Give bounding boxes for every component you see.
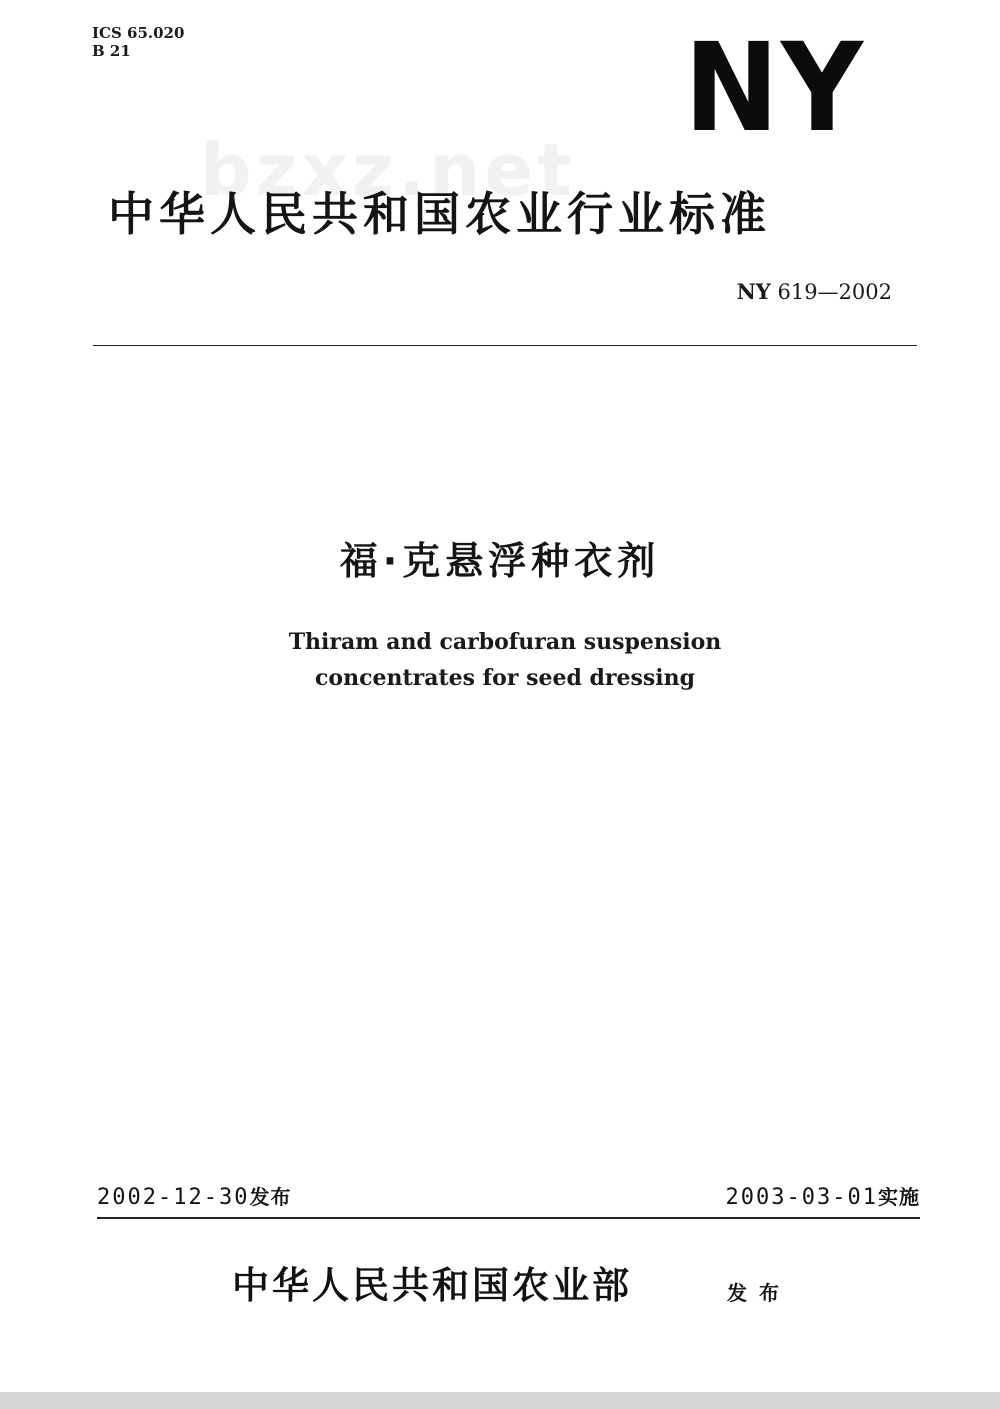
issue-date-value: 2002-12-30 xyxy=(97,1185,250,1210)
english-title-line-1: Thiram and carbofuran suspension xyxy=(288,629,722,655)
standard-prefix: NY xyxy=(736,279,771,304)
publisher-action: 发布 xyxy=(727,1281,791,1305)
issue-date xyxy=(97,1182,291,1213)
watermark: bzxz.net xyxy=(200,128,576,212)
standard-number-value: 619—2002 xyxy=(777,280,892,304)
implementation-date-value: 2003-03-01 xyxy=(725,1185,878,1210)
chinese-title: 福·克悬浮种衣剂 xyxy=(339,539,661,583)
english-title-line-2: concentrates for seed dressing xyxy=(315,665,695,691)
implementation-date xyxy=(726,1182,920,1213)
ny-logo: NY xyxy=(684,17,865,159)
bottom-divider xyxy=(97,1217,920,1219)
issue-date-label: 发布 xyxy=(249,1185,292,1209)
ics-code: ICS 65.020 xyxy=(92,24,185,42)
standard-number xyxy=(737,279,892,305)
viewer-bottom-band xyxy=(0,1392,1000,1409)
ccs-code: B 21 xyxy=(92,42,131,60)
standard-category-title: 中华人民共和国农业行业标准 xyxy=(108,187,771,241)
implementation-date-label: 实施 xyxy=(878,1185,920,1209)
publisher-name: 中华人民共和国农业部 xyxy=(232,1264,632,1307)
top-divider xyxy=(93,345,917,346)
